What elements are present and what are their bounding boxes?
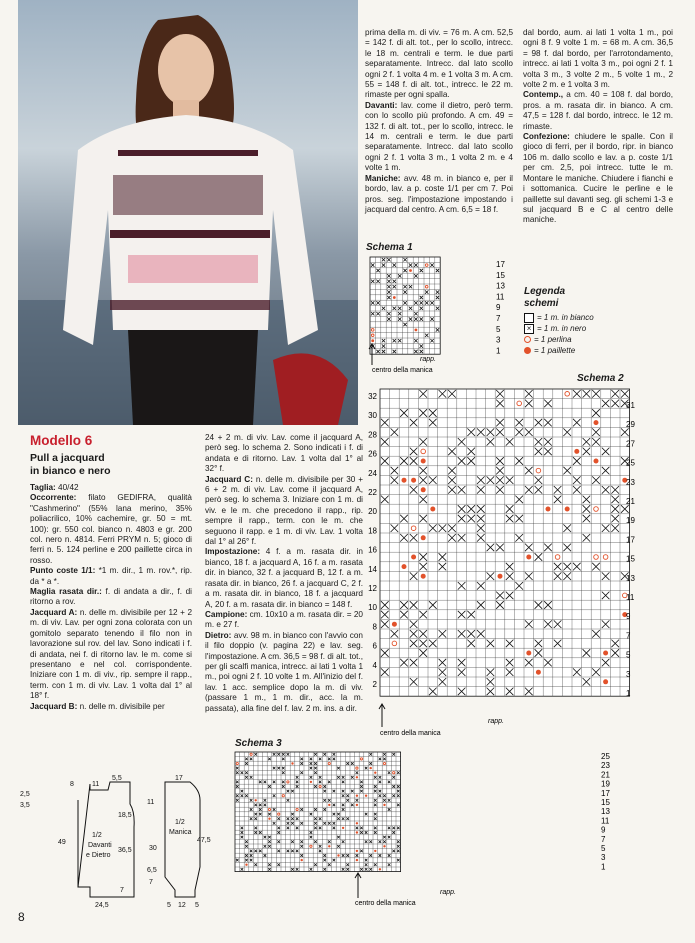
- sequin-mark: [565, 507, 570, 512]
- sequin-mark: [393, 296, 396, 299]
- schema1-caption: centro della manica: [372, 367, 433, 374]
- schema2-grid: [380, 389, 630, 696]
- sleeve-label: 7: [149, 879, 153, 886]
- subtitle-line: Pull a jacquard: [30, 452, 105, 464]
- row-number: 19: [601, 779, 610, 789]
- schema3-center-arrow: [355, 873, 361, 898]
- sequin-mark: [402, 564, 407, 569]
- body-label: 2,5: [20, 791, 30, 798]
- body-label: e Dietro: [86, 852, 111, 859]
- sequin-mark: [498, 574, 503, 579]
- body-label: 3,5: [20, 802, 30, 809]
- row-number: 4: [372, 660, 377, 670]
- row-number: 15: [496, 270, 505, 280]
- sequin-mark: [603, 679, 608, 684]
- row-number: 5: [496, 324, 501, 334]
- sequin-mark: [356, 822, 358, 824]
- row-number: 21: [601, 770, 610, 780]
- row-number: 15: [626, 554, 635, 564]
- paragraph: Occorrente: filato GEDIFRA, qualità "Cashmerino" (55% lana merino, 35% poliacrilico, 10% cachemire, gr. 50 = mt. 100): gr. 550 col. bianco n. 4803 e gr. 200 col. nero n. 4814. Ferri PRYM n. 5; gioco di ferri n. 5. 124 perline e 200 paillette circa in rosso.: [30, 493, 192, 565]
- legend-item-bead: = 1 perlina: [524, 334, 594, 345]
- sequin-mark: [356, 859, 358, 861]
- schema3-caption: centro della manica: [355, 900, 416, 907]
- schema1-chart: [360, 255, 510, 375]
- sequin-mark: [310, 781, 312, 783]
- paragraph: Taglia: 40/42: [30, 483, 79, 492]
- row-number: 6: [372, 641, 377, 651]
- sleeve-label: 12: [178, 902, 186, 909]
- schema2-chart: [360, 385, 645, 740]
- schema3-label: Schema 3: [235, 738, 282, 749]
- body-label: 1/2: [92, 832, 102, 839]
- paragraph: Jacquard C: n. delle m. divisibile per 30 + 6 + 2 m. di viv. Lav. come il jacquard A, però seg. lo schema 3. Iniziare con 1 m. di viv. e le m. che precedono il rapp., rip. sempre il rapp., term. con le m. che seguono il rapp. e 1 m. di viv. Lav. 1 volta dal 1° al 26° f.: [205, 474, 363, 547]
- sequin-mark: [383, 845, 385, 847]
- row-number: 13: [626, 573, 635, 583]
- body-label: 5,5: [112, 775, 122, 782]
- model-photo-illustration: [18, 0, 358, 425]
- paragraph: prima della m. di viv. = 76 m. A cm. 52,5 = 142 f. di alt. tot., per lo scollo, intrecc. le 18 m. centrali e term. le due parti separatamente. Intrecc. dal lato scollo ogni 2 f. 1 volta 4 m. e 1 volta 3 m. A cm. 55 = 148 f. di alt. tot., intrecc. le 22 m. rimaste per ogni spalla.: [365, 28, 513, 100]
- paragraph: Jacquard A: n. delle m. divisibile per 12 + 2 m. di viv. Lav. per ogni zona colorata con un gomitolo separato tenendo il filo non in lavorazione sul rov. del lav. Sono indicati i f. di andata, nei f. di ritorno lav. le m. come si presentano e nel col. corrispondente. Iniziare con 1 m. di viv., rip. sempre il rapp., term. con 1 m. di viv. Lav. 1 volta dal 1° al 18° f.: [30, 607, 193, 701]
- sequin-mark: [365, 795, 367, 797]
- row-number: 30: [368, 411, 377, 421]
- schema2-caption: centro della manica: [380, 730, 441, 737]
- sequin-mark: [411, 478, 416, 483]
- sleeve-label: 1/2: [175, 819, 185, 826]
- body-piece-diagram: [20, 772, 145, 912]
- row-number: 18: [368, 526, 377, 536]
- body-label: 7: [120, 887, 124, 894]
- sequin-mark: [526, 555, 531, 560]
- model-photo: [18, 0, 358, 425]
- row-number: 3: [626, 669, 631, 679]
- sequin-mark: [255, 799, 257, 801]
- body-label: 8: [70, 781, 74, 788]
- row-number: 11: [496, 292, 505, 302]
- row-number: 9: [496, 303, 501, 313]
- sequin-mark: [356, 804, 358, 806]
- schema3-grid: [235, 752, 401, 872]
- schema3-rapp: rapp.: [440, 889, 456, 896]
- row-number: 25: [626, 458, 635, 468]
- row-number: 27: [626, 439, 635, 449]
- row-number: 15: [601, 798, 610, 807]
- row-number: 13: [601, 807, 610, 817]
- row-number: 25: [601, 752, 610, 761]
- row-number: 16: [368, 545, 377, 555]
- row-number: 3: [496, 335, 501, 345]
- sleeve-label: 17: [175, 775, 183, 782]
- row-number: 11: [626, 593, 635, 602]
- sequin-icon: [524, 347, 531, 354]
- sequin-mark: [430, 507, 435, 512]
- row-number: 9: [626, 612, 631, 622]
- paragraph: Dietro: avv. 98 m. in bianco con l'avvio con il filo doppio (v. pagina 22) e lav. seg. l'impostazione. A cm. 36,5 = 98 f. di alt. tot., per gli scalfi manica, intrecc. ai lati 1 volta 1 m., poi ogni 2 f. 10 volte 1 m. All'inizio del f. lav. 1 acc. semplice dopo la m. di viv. (passare 1 m., 1 m. dir., acc. la m. passata), alla fine del f. lav. 2 m. ins. a dir.: [205, 630, 363, 713]
- subtitle-line: in bianco e nero: [30, 465, 111, 477]
- row-number: 23: [601, 761, 610, 771]
- sequin-mark: [526, 651, 531, 656]
- sequin-mark: [421, 535, 426, 540]
- row-number: 23: [626, 477, 635, 487]
- row-number: 7: [601, 834, 606, 844]
- legend-subtitle: schemi: [524, 298, 559, 309]
- sleeve-outline: [165, 782, 200, 897]
- legend-item-sequin: = 1 paillette: [524, 345, 594, 356]
- sequin-mark: [374, 850, 376, 852]
- schema2-label: Schema 2: [577, 373, 624, 384]
- paragraph: Punto coste 1/1: *1 m. dir., 1 m. rov.*, rip. da * a *.: [30, 566, 192, 586]
- sequin-mark: [421, 574, 426, 579]
- row-number: 19: [626, 516, 635, 526]
- sleeve-label: 5: [195, 902, 199, 909]
- body-label: 18,5: [118, 812, 132, 819]
- body-outline: [78, 782, 134, 897]
- instructions-column-3: [365, 28, 513, 215]
- schema1-label: Schema 1: [366, 242, 413, 253]
- legend-title: Legenda: [524, 286, 566, 297]
- cross-square-icon: ×: [524, 324, 534, 334]
- sequin-mark: [356, 850, 358, 852]
- row-number: 26: [368, 449, 377, 459]
- row-number: 20: [368, 507, 377, 517]
- instructions-column-4: [523, 28, 673, 226]
- sequin-mark: [409, 269, 412, 272]
- sequin-mark: [574, 449, 579, 454]
- schema1-row-numbers: [496, 260, 505, 355]
- sequin-mark: [328, 804, 330, 806]
- sequin-mark: [374, 772, 376, 774]
- paragraph: Davanti: lav. come il dietro, però term. con lo scollo più profondo. A cm. 49 = 132 f. di alt. tot., per lo scollo, intrecc. le 14 m. centrali e term. le due parti separatamente. Intrecc. dal lato scollo ogni 2 f. 1 volta 3 m., 1 volta 2 m. e 4 volte 1 m.: [365, 100, 513, 173]
- sequin-mark: [337, 854, 339, 856]
- sequin-mark: [536, 670, 541, 675]
- paragraph: Contemp., a cm. 40 = 108 f. dal bordo, pros. a m. rasata dir. in bianco. A cm. 47,5 = 128 f. dal bordo, intrecc. le 12 m. rimaste.: [523, 90, 673, 131]
- schema1-rapp: rapp.: [420, 356, 436, 363]
- row-number: 21: [626, 497, 635, 506]
- row-number: 5: [601, 844, 606, 853]
- sleeve-label: 47,5: [197, 837, 211, 844]
- pattern-subtitle: [30, 452, 111, 478]
- sequin-mark: [421, 487, 426, 492]
- row-number: 2: [372, 680, 377, 689]
- sleeve-label: 6,5: [147, 867, 157, 874]
- row-number: 13: [496, 281, 505, 291]
- schema2-center-arrow: [379, 704, 385, 727]
- sequin-mark: [421, 459, 426, 464]
- sequin-mark: [370, 767, 372, 769]
- row-number: 22: [368, 488, 377, 497]
- sequin-mark: [603, 651, 608, 656]
- sequin-mark: [379, 868, 381, 870]
- sleeve-label: 11: [147, 799, 155, 806]
- instructions-column-1: [30, 483, 192, 712]
- bead-icon: [524, 336, 531, 343]
- row-number: 12: [368, 584, 377, 593]
- row-number: 1: [496, 346, 501, 356]
- sequin-mark: [392, 622, 397, 627]
- sequin-mark: [268, 818, 270, 820]
- sequin-mark: [342, 827, 344, 829]
- legend: [524, 286, 594, 356]
- paragraph: 24 + 2 m. di viv. Lav. come il jacquard A, però seg. lo schema 2. Sono indicati i f. di andata e di ritorno. Lav. 1 volta dal 1° al 32° f.: [205, 433, 363, 474]
- row-number: 8: [372, 622, 377, 632]
- row-number: 32: [368, 392, 377, 401]
- body-label: 24,5: [95, 902, 109, 909]
- row-number: 11: [601, 816, 610, 826]
- sleeve-label: 30: [149, 845, 157, 852]
- row-number: 5: [626, 650, 631, 660]
- sequin-mark: [356, 795, 358, 797]
- sequin-mark: [402, 478, 407, 483]
- sequin-mark: [328, 845, 330, 847]
- sequin-mark: [411, 555, 416, 560]
- sleeve-label: 5: [167, 902, 171, 909]
- row-number: 3: [601, 853, 606, 863]
- sequin-mark: [371, 339, 374, 342]
- row-number: 24: [368, 468, 377, 478]
- paragraph: Confezione: chiudere le spalle. Con il gioco di ferri, per il bordo, ripr. in bianco 106 m. dallo scollo e lav. a p. coste 1/1 per cm. 2,5, poi intrecc. tutte le m. Montare le maniche. Chiudere i fianchi e i sottomanica. Cucire le perline e le paillette sul davanti seg. gli schemi 1-3 e sul jacquard B e C al centro delle maniche.: [523, 132, 673, 225]
- sequin-mark: [546, 507, 551, 512]
- sequin-mark: [291, 762, 293, 764]
- row-number: 10: [368, 603, 377, 613]
- sequin-mark: [356, 776, 358, 778]
- sequin-mark: [356, 831, 358, 833]
- body-label: 11: [92, 781, 100, 788]
- paragraph: Maglia rasata dir.: f. di andata a dir., f. di ritorno a rov.: [30, 587, 193, 607]
- sleeve-diagram: [145, 772, 220, 912]
- white-square-icon: [524, 313, 534, 323]
- row-number: 7: [626, 631, 631, 641]
- schema2-rapp: rapp.: [488, 718, 504, 725]
- paragraph: Jacquard B: n. delle m. divisibile per: [30, 701, 165, 711]
- row-number: 9: [601, 825, 606, 835]
- body-label: 49: [58, 839, 66, 846]
- schema2-row-numbers-left: [368, 392, 377, 689]
- legend-item-black: × = 1 m. in nero: [524, 323, 594, 334]
- legend-item-white: = 1 m. in bianco: [524, 312, 594, 323]
- sequin-mark: [383, 804, 385, 806]
- row-number: 1: [601, 862, 606, 872]
- paragraph: dal bordo, aum. ai lati 1 volta 1 m., poi ogni 8 f. 9 volte 1 m. = 68 m. A cm. 36,5 = 98 f. dal bordo, per l'arrotondamento, intrecc. ai lati 1 volta 3 m., poi ogni 2 f. 1 volta 3 m., 3 volte 2 m., 5 volte 1 m., 2 volte 2 m. e 1 volta 3 m.: [523, 28, 673, 90]
- row-number: 7: [496, 314, 501, 323]
- paragraph: Campione: cm. 10x10 a m. rasata dir. = 20 m. e 27 f.: [205, 609, 363, 630]
- row-number: 28: [368, 430, 377, 440]
- sequin-mark: [594, 459, 599, 464]
- row-number: 31: [626, 401, 635, 410]
- page-number: 8: [18, 910, 25, 924]
- paragraph: Maniche: avv. 48 m. in bianco e, per il bordo, lav. a p. coste 1/1 per cm 7. Poi pros. seg. l'impostazione impostando i jacquard dal centro. A cm. 6,5 = 18 f.: [365, 173, 513, 214]
- row-number: 29: [626, 420, 635, 430]
- sequin-mark: [594, 420, 599, 425]
- sequin-mark: [414, 328, 417, 331]
- instructions-column-2: [205, 433, 363, 714]
- body-label: 36,5: [118, 847, 132, 854]
- body-label: Davanti: [88, 842, 112, 849]
- schema3-chart: [225, 750, 645, 910]
- schema1-grid: [370, 257, 440, 354]
- row-number: 17: [601, 788, 610, 798]
- row-number: 14: [368, 564, 377, 574]
- sequin-mark: [245, 864, 247, 866]
- row-number: 17: [626, 535, 635, 545]
- pattern-title: Modello 6: [30, 433, 93, 448]
- sleeve-label: Manica: [169, 829, 192, 836]
- row-number: 1: [626, 689, 631, 698]
- schema3-row-numbers: [601, 752, 610, 871]
- row-number: 17: [496, 260, 505, 269]
- sequin-mark: [301, 859, 303, 861]
- paragraph: Impostazione: 4 f. a m. rasata dir. in bianco, 18 f. a jacquard A, 16 f. a m. rasata dir. in bianco, 32 f. a jacquard B, 12 f. a m. rasata dir. in bianco, 26 f. a jacquard C, 2 f. a m. rasata dir. in bianco, 18 f. a jacquard A, 20 f. a m. rasata dir. in bianco = 148 f.: [205, 547, 363, 609]
